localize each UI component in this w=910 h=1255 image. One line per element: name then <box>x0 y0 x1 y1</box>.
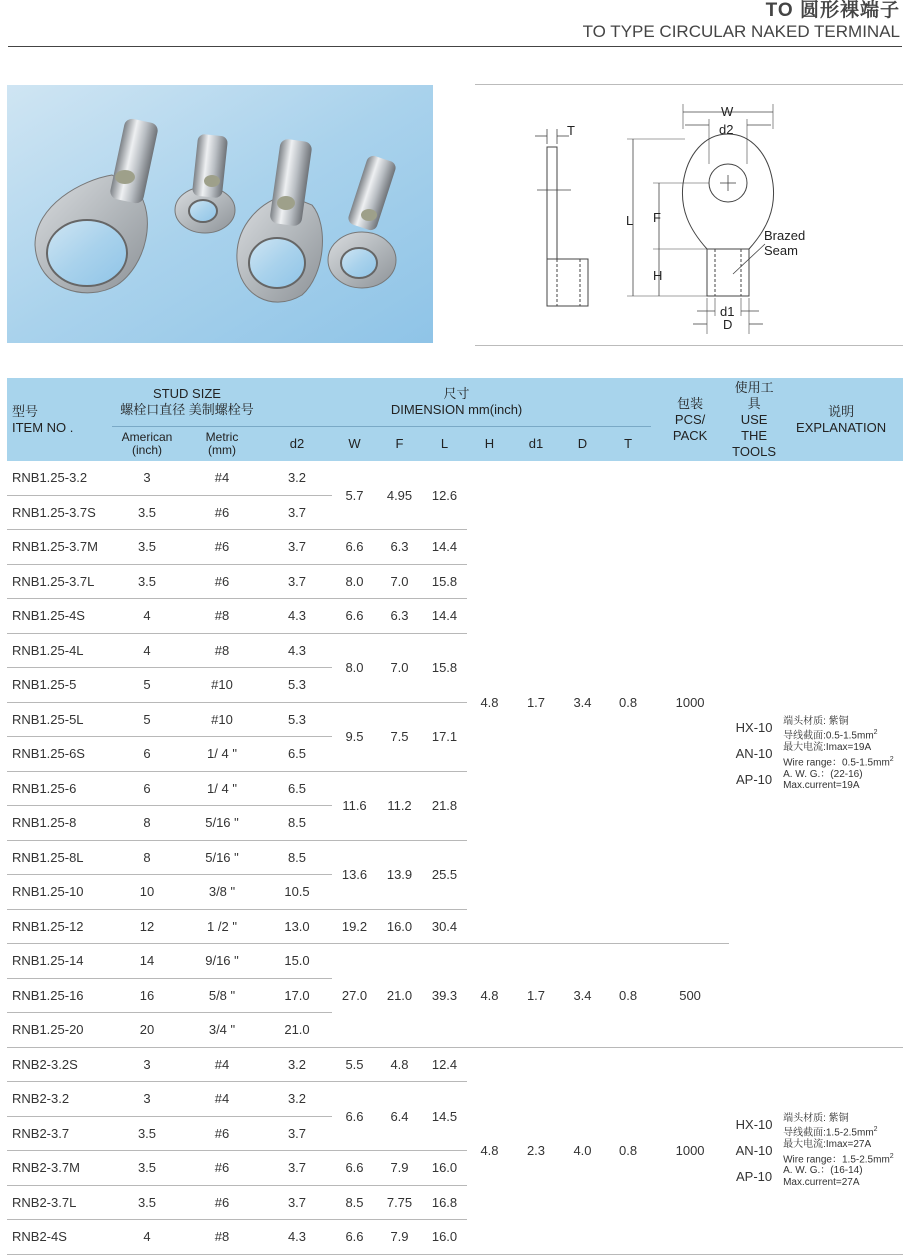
cell-item: RNB2-3.7 <box>12 1125 70 1141</box>
cell-F: 7.0 <box>377 633 422 702</box>
cell-d2: 8.5 <box>287 815 307 831</box>
header-tools-en1: USE THE <box>740 411 768 443</box>
cell-metric: #6 <box>214 573 230 589</box>
cell-american: 8 <box>143 849 151 865</box>
header-tools-cn: 使用工具 <box>734 379 774 411</box>
cell-W: 9.5 <box>332 702 377 771</box>
cell-american: 3.5 <box>137 573 157 589</box>
cell-american: 20 <box>139 1022 155 1038</box>
side-view <box>535 129 588 306</box>
cell-d2: 21.0 <box>284 1022 310 1038</box>
cell-american: 3.5 <box>137 1160 157 1176</box>
cell-F: 6.4 <box>377 1082 422 1151</box>
cell-d1: 1.7 <box>512 944 560 1048</box>
header-D: D <box>560 426 605 461</box>
cell-metric: 9/16 " <box>205 953 239 969</box>
cell-T: 0.8 <box>605 461 651 944</box>
cell-item: RNB1.25-5L <box>12 711 84 727</box>
table-row <box>7 461 903 495</box>
cell-american: 5 <box>143 677 151 693</box>
cell-metric: 3/4 " <box>208 1022 236 1038</box>
cell-american: 3 <box>143 1091 151 1107</box>
cell-L: 15.8 <box>422 633 467 702</box>
cell-metric: 5/16 " <box>205 849 239 865</box>
header-explanation <box>779 378 903 461</box>
cell-L: 30.4 <box>431 918 458 934</box>
cell-item: RNB2-3.2 <box>12 1091 70 1107</box>
tool-an10: AN-10 <box>735 1142 773 1158</box>
cell-D: 3.4 <box>560 461 605 944</box>
cell-F: 6.3 <box>390 539 409 555</box>
cell-pack: 1000 <box>651 461 729 944</box>
cell-L: 12.4 <box>431 1056 458 1072</box>
cell-item: RNB2-3.7L <box>12 1194 77 1210</box>
cell-W: 5.5 <box>345 1056 364 1072</box>
cell-L: 25.5 <box>422 840 467 909</box>
cell-american: 3.5 <box>137 1125 157 1141</box>
header-stud-cn: 螺栓口直径 美制螺栓号 <box>120 401 254 417</box>
header-expl-cn: 说明 <box>828 403 855 419</box>
cell-W: 13.6 <box>332 840 377 909</box>
header-item-en: ITEM NO . <box>12 419 74 435</box>
expl-current-cn: 最大电流:Imax=27A <box>783 1139 872 1150</box>
cell-item: RNB2-3.7M <box>12 1160 80 1176</box>
cell-L: 39.3 <box>422 944 467 1048</box>
expl-wire-sup: 2 <box>889 755 894 763</box>
cell-d2: 5.3 <box>287 711 307 727</box>
cell-american: 3 <box>143 470 151 486</box>
cell-F: 7.0 <box>390 573 409 589</box>
header-tools <box>729 378 779 461</box>
tool-hx10: HX-10 <box>735 1116 773 1132</box>
cell-metric: #6 <box>214 1160 230 1176</box>
header-T: T <box>605 426 651 461</box>
cell-explanation <box>779 1047 903 1254</box>
cell-d2: 3.7 <box>287 504 307 520</box>
expl-section-text: 导线截面:1.5-2.5mm <box>783 1127 874 1139</box>
cell-american: 14 <box>139 953 155 969</box>
cell-H: 4.8 <box>467 1047 512 1254</box>
cell-d2: 3.2 <box>287 1091 307 1107</box>
cell-d2: 4.3 <box>287 642 307 658</box>
header-stud-size <box>112 378 262 426</box>
cell-T: 0.8 <box>605 1047 651 1254</box>
cell-explanation <box>779 461 903 1047</box>
expl-wire-text: Wire range：1.5-2.5mm <box>783 1153 890 1165</box>
cell-american: 8 <box>143 815 151 831</box>
cell-L: 12.6 <box>422 461 467 530</box>
cell-W: 5.7 <box>332 461 377 530</box>
label-T: T <box>567 123 575 138</box>
cell-metric: #4 <box>214 1091 230 1107</box>
cell-item: RNB1.25-3.7S <box>12 504 96 520</box>
cell-d2: 5.3 <box>287 677 307 693</box>
cell-metric: #6 <box>214 1194 230 1210</box>
cell-item: RNB1.25-8L <box>12 849 84 865</box>
label-H: H <box>653 268 663 283</box>
cell-metric: 1/ 4 " <box>207 780 237 796</box>
cell-W: 19.2 <box>341 918 368 934</box>
cell-d2: 3.7 <box>287 1194 307 1210</box>
tool-ap10: AP-10 <box>736 771 773 787</box>
cell-F: 7.9 <box>390 1229 409 1245</box>
cell-H: 4.8 <box>467 461 512 944</box>
cell-L: 15.8 <box>431 573 458 589</box>
cell-item: RNB1.25-3.2 <box>12 470 88 486</box>
expl-current-cn: 最大电流:Imax=19A <box>783 742 872 754</box>
cell-metric: #10 <box>211 711 233 727</box>
header-metric-l2: (mm) <box>208 442 236 457</box>
cell-F: 6.3 <box>390 608 409 624</box>
cell-item: RNB1.25-4L <box>12 642 84 658</box>
label-D: D <box>723 317 733 332</box>
cell-H: 4.8 <box>467 944 512 1048</box>
cell-d2: 3.2 <box>287 470 307 486</box>
cell-d2: 4.3 <box>287 1229 307 1245</box>
expl-awg: A. W. G.：(16-14) <box>783 1165 863 1177</box>
cell-W: 8.0 <box>332 633 377 702</box>
cell-metric: #4 <box>214 1056 230 1072</box>
cell-metric: #6 <box>214 539 230 555</box>
cell-american: 12 <box>139 918 155 934</box>
cell-american: 6 <box>143 746 151 762</box>
cell-pack: 1000 <box>651 1047 729 1254</box>
cell-tools <box>729 1047 779 1254</box>
header-tools-en2: TOOLS <box>732 443 776 459</box>
expl-wire-range <box>783 1151 903 1166</box>
cell-metric: #8 <box>214 608 230 624</box>
cell-item: RNB1.25-3.7M <box>12 539 98 555</box>
expl-max-current: Max.current=19A <box>783 780 860 792</box>
technical-drawing <box>475 84 903 346</box>
cell-L: 16.8 <box>431 1194 458 1210</box>
cell-pack: 500 <box>651 944 729 1048</box>
expl-section-text: 导线截面:0.5-1.5mm <box>783 730 874 742</box>
header-L: L <box>422 426 467 461</box>
expl-material: 端头材质: 紫铜 <box>783 715 849 727</box>
cell-metric: #10 <box>211 677 233 693</box>
cell-W: 6.6 <box>332 1082 377 1151</box>
cell-d2: 15.0 <box>284 953 310 969</box>
cell-L: 14.4 <box>431 608 458 624</box>
header-H: H <box>467 426 512 461</box>
cell-metric: #6 <box>214 1125 230 1141</box>
header-dimension <box>262 378 651 426</box>
cell-american: 5 <box>143 711 151 727</box>
cell-item: RNB1.25-12 <box>12 918 84 934</box>
cell-L: 21.8 <box>422 771 467 840</box>
title-en: TO TYPE CIRCULAR NAKED TERMINAL <box>582 22 900 41</box>
cell-W: 6.6 <box>345 1229 364 1245</box>
cell-W: 6.6 <box>345 608 364 624</box>
label-L: L <box>626 213 634 228</box>
header-d1: d1 <box>512 426 560 461</box>
header-stud-en: STUD SIZE <box>153 385 221 401</box>
cell-F: 7.5 <box>377 702 422 771</box>
header-american-l1: American <box>121 429 173 444</box>
expl-section-sup: 2 <box>873 1126 878 1134</box>
cell-F: 7.75 <box>386 1194 413 1210</box>
cell-d1: 1.7 <box>512 461 560 944</box>
cell-W: 8.5 <box>345 1194 364 1210</box>
label-seam: Seam <box>764 243 798 258</box>
cell-american: 6 <box>143 780 151 796</box>
header-W: W <box>332 426 377 461</box>
expl-wire-text: Wire range：0.5-1.5mm <box>783 757 890 769</box>
cell-item: RNB1.25-5 <box>12 677 77 693</box>
cell-item: RNB1.25-6S <box>12 746 85 762</box>
cell-L: 17.1 <box>422 702 467 771</box>
cell-F: 16.0 <box>386 918 413 934</box>
cell-L: 16.0 <box>431 1160 458 1176</box>
cell-F: 7.9 <box>390 1160 409 1176</box>
cell-american: 16 <box>139 987 155 1003</box>
tool-hx10: HX-10 <box>735 719 773 735</box>
cell-item: RNB1.25-4S <box>12 608 85 624</box>
cell-item: RNB1.25-8 <box>12 815 77 831</box>
cell-metric: #8 <box>214 642 230 658</box>
header-d2: d2 <box>262 426 332 461</box>
cell-d2: 3.7 <box>287 1125 307 1141</box>
cell-F: 21.0 <box>377 944 422 1048</box>
header-pack-en2: PACK <box>672 427 708 443</box>
header-pack-cn: 包装 <box>677 395 704 411</box>
label-F: F <box>653 210 661 225</box>
cell-W: 8.0 <box>345 573 364 589</box>
tool-ap10: AP-10 <box>736 1168 773 1184</box>
label-d1: d1 <box>720 304 735 319</box>
cell-item: RNB1.25-16 <box>12 987 84 1003</box>
cell-american: 3 <box>143 1056 151 1072</box>
header-american-l2: (inch) <box>131 442 162 457</box>
cell-d2: 6.5 <box>287 780 307 796</box>
page-header <box>583 0 900 42</box>
cell-item: RNB2-3.2S <box>12 1056 78 1072</box>
cell-d2: 13.0 <box>284 918 310 934</box>
table-row <box>7 1047 903 1082</box>
cell-american: 3.5 <box>137 1194 157 1210</box>
cell-d2: 8.5 <box>287 849 307 865</box>
header-pack <box>651 378 729 461</box>
tool-an10: AN-10 <box>735 745 773 761</box>
header-pack-en1: PCS/ <box>674 411 706 427</box>
cell-american: 3.5 <box>137 504 157 520</box>
cell-D: 4.0 <box>560 1047 605 1254</box>
expl-max-current: Max.current=27A <box>783 1176 860 1188</box>
label-W: W <box>721 104 734 119</box>
spec-table <box>7 378 903 1255</box>
cell-american: 4 <box>143 608 151 624</box>
label-brazed: Brazed <box>764 228 806 243</box>
header-metric <box>182 426 262 461</box>
header-item-cn: 型号 <box>12 403 39 419</box>
header-dim-en: DIMENSION mm(inch) <box>390 401 523 417</box>
expl-section-sup: 2 <box>873 729 878 737</box>
cell-L: 16.0 <box>431 1229 458 1245</box>
cell-W: 11.6 <box>332 771 377 840</box>
cell-d2: 3.7 <box>287 1160 307 1176</box>
cell-d2: 10.5 <box>284 884 310 900</box>
cell-american: 3.5 <box>137 539 157 555</box>
cell-american: 4 <box>143 642 151 658</box>
expl-awg: A. W. G.：(22-16) <box>783 768 863 780</box>
header-metric-l1: Metric <box>205 429 239 444</box>
cell-american: 10 <box>139 884 155 900</box>
cell-L: 14.4 <box>431 539 458 555</box>
cell-item: RNB1.25-14 <box>12 953 84 969</box>
cell-item: RNB1.25-3.7L <box>12 573 95 589</box>
header-american <box>112 426 182 461</box>
cell-item: RNB1.25-20 <box>12 1022 84 1038</box>
cell-d2: 3.7 <box>287 539 307 555</box>
cell-T: 0.8 <box>605 944 651 1048</box>
cell-d2: 17.0 <box>284 987 310 1003</box>
cell-item: RNB2-4S <box>12 1229 67 1245</box>
front-view <box>627 104 774 334</box>
cell-d2: 3.7 <box>287 573 307 589</box>
cell-d2: 4.3 <box>287 608 307 624</box>
cell-F: 4.95 <box>377 461 422 530</box>
cell-metric: 5/16 " <box>205 815 239 831</box>
cell-F: 11.2 <box>377 771 422 840</box>
cell-W: 6.6 <box>345 539 364 555</box>
cell-american: 4 <box>143 1229 151 1245</box>
cell-W: 6.6 <box>345 1160 364 1176</box>
cell-metric: 1 /2 " <box>207 918 237 934</box>
cell-metric: 5/8 " <box>208 987 236 1003</box>
cell-metric: #8 <box>214 1229 230 1245</box>
expl-wire-sup: 2 <box>889 1152 894 1160</box>
cell-F: 13.9 <box>377 840 422 909</box>
cell-metric: #6 <box>214 504 230 520</box>
product-photo <box>7 85 433 343</box>
header-item <box>7 378 112 461</box>
cell-L: 14.5 <box>422 1082 467 1151</box>
cell-W: 27.0 <box>332 944 377 1048</box>
cell-metric: #4 <box>214 470 230 486</box>
expl-section <box>783 1124 903 1139</box>
cell-metric: 3/8 " <box>208 884 236 900</box>
cell-metric: 1/ 4 " <box>207 746 237 762</box>
header-expl-en: EXPLANATION <box>796 419 887 435</box>
cell-d2: 6.5 <box>287 746 307 762</box>
label-d2: d2 <box>719 122 734 137</box>
header-F: F <box>377 426 422 461</box>
expl-material: 端头材质: 紫铜 <box>783 1112 849 1124</box>
header-dim-cn: 尺寸 <box>443 385 470 401</box>
cell-item: RNB1.25-6 <box>12 780 77 796</box>
cell-d1: 2.3 <box>512 1047 560 1254</box>
expl-wire-range <box>783 754 903 769</box>
expl-section <box>783 727 903 742</box>
header-divider <box>8 46 902 47</box>
cell-item: RNB1.25-10 <box>12 884 84 900</box>
cell-d2: 3.2 <box>287 1056 307 1072</box>
cell-tools <box>729 461 779 1047</box>
cell-F: 4.8 <box>390 1056 409 1072</box>
title-cn: TO 圆形裸端子 <box>765 0 900 21</box>
cell-D: 3.4 <box>560 944 605 1048</box>
